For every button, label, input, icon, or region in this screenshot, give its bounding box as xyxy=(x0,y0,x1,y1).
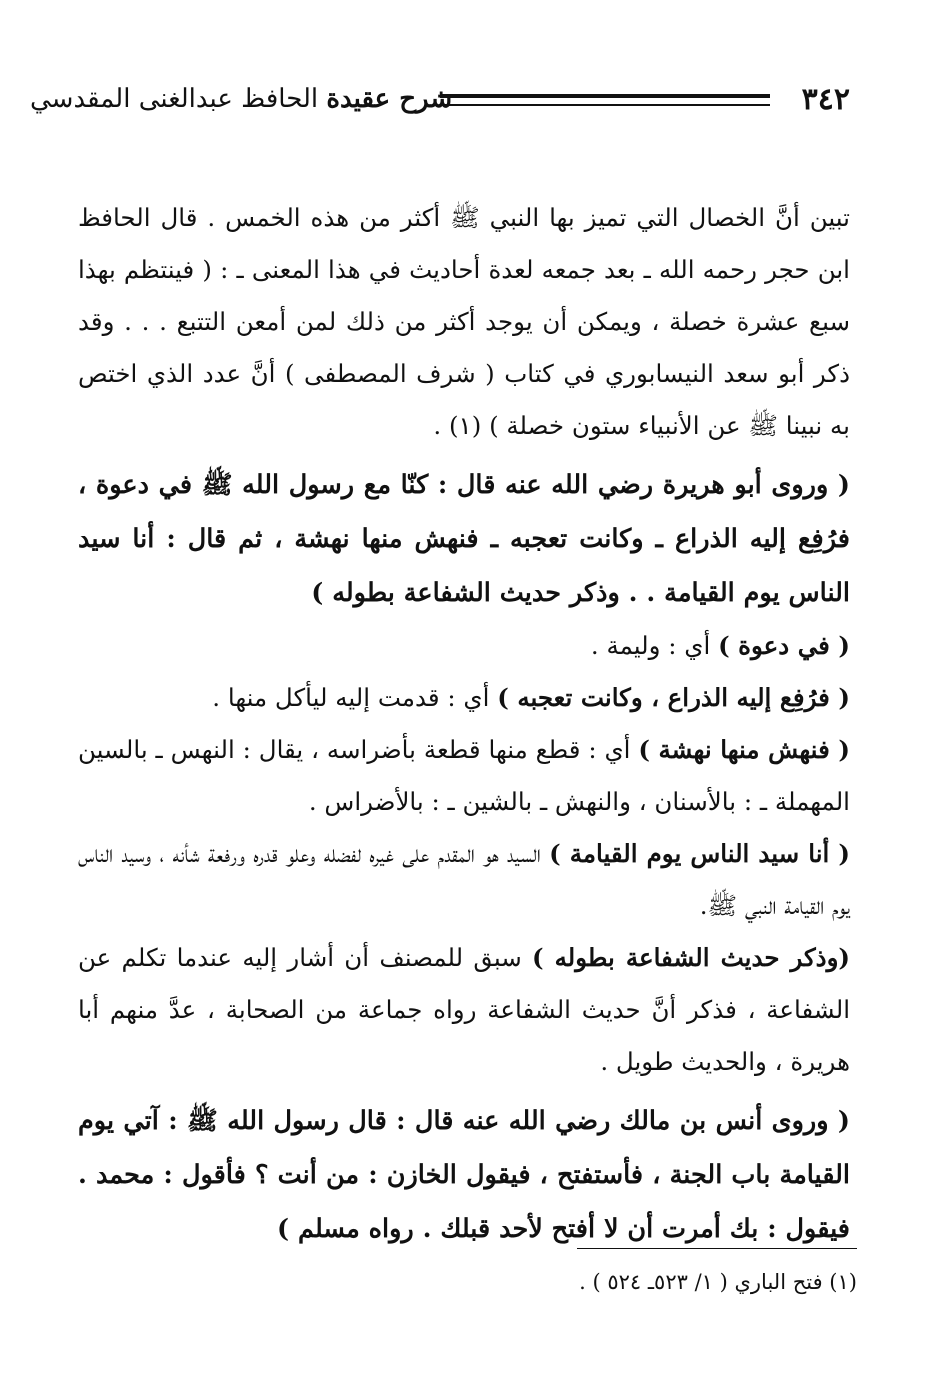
intro-paragraph: تبين أنَّ الخصال التي تميز بها النبي ﷺ أكثر من هذه الخمس . قال الحافظ ابن حجر رحمه الله ـ بعد جمعه لعدة أحاديث في هذا المعنى ـ : ( فينتظم بهذا سبع عشرة خصلة ، ويمكن أن يوجد أكثر من ذلك لمن أمعن التتبع . . . وقد ذكر أبو سعد النيسابوري في كتاب ( شرف المصطفى ) أنَّ عدد الذي اختص به نبينا ﷺ عن الأنبياء ستون خصلة ) (١) . xyxy=(78,203,850,440)
gloss-term: ( فرُفِع إليه الذراع ، وكانت تعجبه ) xyxy=(497,683,850,712)
gloss-text: سبق للمصنف أن أشار إليه عندما تكلم عن الشفاعة ، فذكر أنَّ حديث الشفاعة رواه جماعة من الصحابة ، عدَّ منهم أبا هريرة ، والحديث طويل . xyxy=(78,943,850,1076)
footnote-rule xyxy=(577,1248,857,1249)
gloss-term: ( في دعوة ) xyxy=(718,631,850,660)
hadith-anas: ( وروى أنس بن مالك رضي الله عنه قال : قال رسول الله ﷺ : آتي يوم القيامة باب الجنة ، فأستفتح ، فيقول الخازن : من أنت ؟ فأقول : محمد . فيقول : بك أمرت أن لا أفتح لأحد قبلك . رواه مسلم ) xyxy=(78,1106,850,1244)
book-title-bold: شرح عقيدة xyxy=(326,84,453,114)
gloss-term: (وذكر حديث الشفاعة بطوله ) xyxy=(532,943,850,972)
gloss-text: أي : قدمت إليه ليأكل منها . xyxy=(212,683,498,712)
footnote: (١) فتح الباري ( ١/ ٥٢٣ـ ٥٢٤ ) . xyxy=(579,1270,857,1294)
gloss-text: أي : وليمة . xyxy=(590,631,719,660)
gloss-nahsh xyxy=(78,724,850,828)
gloss-dhira xyxy=(78,672,850,724)
gloss-term: ( فنهش منها نهشة ) xyxy=(638,735,850,764)
page-header xyxy=(30,82,850,126)
header-rule-thin xyxy=(440,104,770,106)
page-body xyxy=(78,192,850,1256)
header-rule xyxy=(440,94,770,98)
gloss-text: السيد هو المقدم على غيره لفضله وعلو قدره ورفعة شأنه ، وسيد الناس يوم القيامة النبي ﷺ. xyxy=(78,839,850,920)
gloss-shafaah xyxy=(78,932,850,1088)
hadith-abu-hurayrah: ( وروى أبو هريرة رضي الله عنه قال : كنّا مع رسول الله ﷺ في دعوة ، فرُفِع إليه الذراع ـ وكانت تعجبه ـ فنهش منها نهشة ، ثم قال : أنا سيد الناس يوم القيامة . . وذكر حديث الشفاعة بطوله ) xyxy=(78,470,850,608)
gloss-term: ( أنا سيد الناس يوم القيامة ) xyxy=(549,839,850,868)
page-number: ٣٤٢ xyxy=(801,82,850,117)
gloss-sayyid xyxy=(78,828,850,932)
gloss-text: أي : قطع منها قطعة بأضراسه ، يقال : النهس ـ بالسين المهملة ـ : بالأسنان ، والنهش ـ بالشين ـ : بالأضراس . xyxy=(78,735,850,816)
book-title-rest: الحافظ عبدالغنى المقدسي xyxy=(30,84,319,114)
book-title xyxy=(30,84,452,114)
gloss-dawah xyxy=(78,620,850,672)
